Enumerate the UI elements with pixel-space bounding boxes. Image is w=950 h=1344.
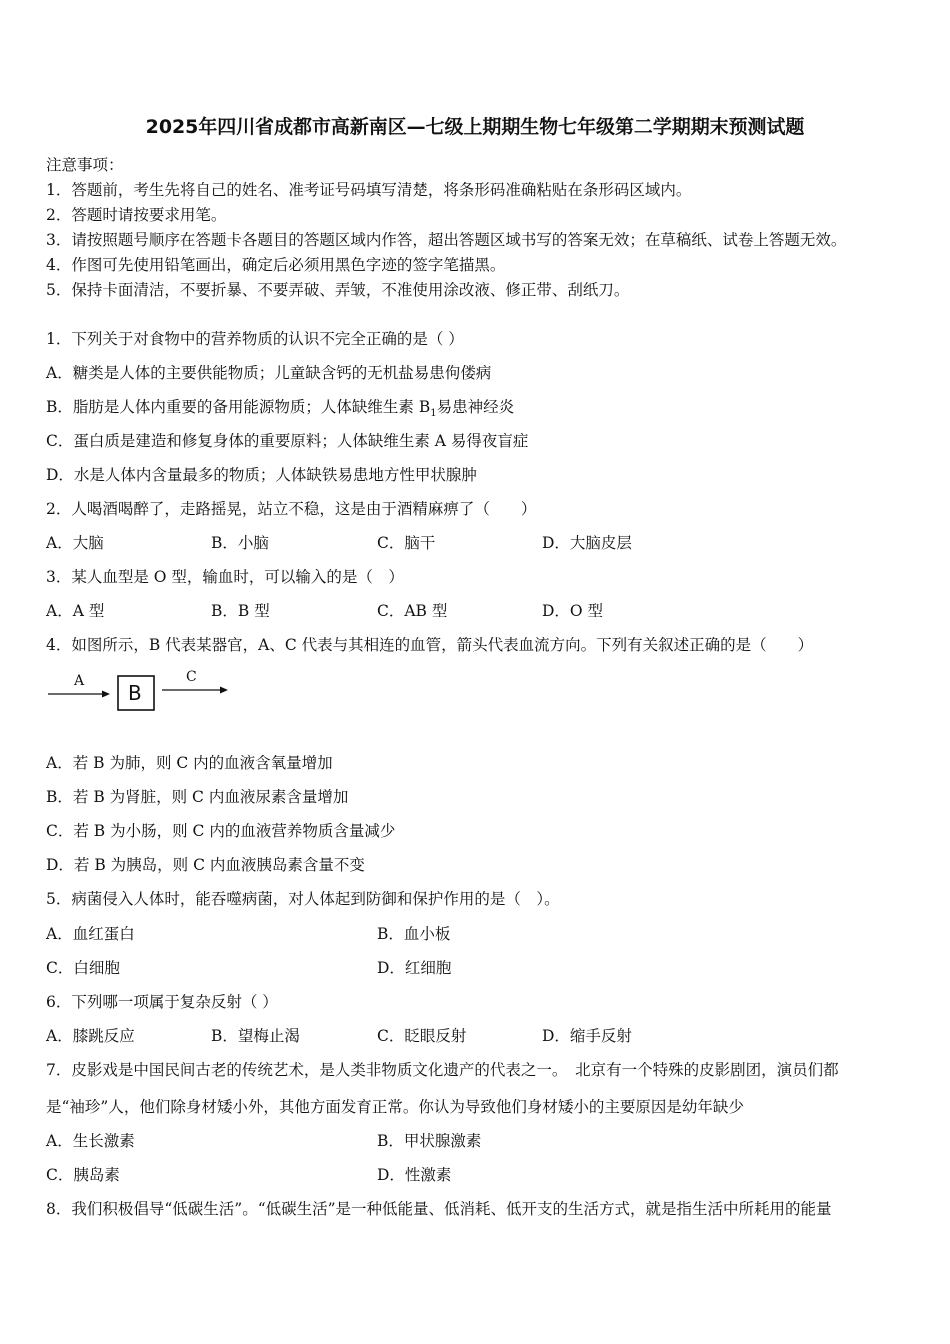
- question-5-option-b: B．血小板: [377, 925, 451, 943]
- subscript: 1: [430, 408, 437, 420]
- question-4-option-b: B．若 B 为肾脏，则 C 内血液尿素含量增加: [46, 788, 349, 806]
- question-8-stem: 8．我们积极倡导“低碳生活”。“低碳生活”是一种低能量、低消耗、低开支的生活方式，就是指生活中所耗用的能量: [46, 1200, 832, 1218]
- notice-heading: 注意事项：: [46, 156, 124, 174]
- question-2-option-a: A．大脑: [46, 534, 104, 552]
- question-4-option-a: A．若 B 为肺，则 C 内的血液含氧量增加: [46, 754, 333, 772]
- question-7-option-c: C．胰岛素: [46, 1166, 120, 1184]
- question-3-stem: 3．某人血型是 O 型，输血时，可以输入的是（ ）: [46, 568, 404, 586]
- question-6-option-b: B．望梅止渴: [211, 1027, 300, 1045]
- question-1-option-b: B．脂肪是人体内重要的备用能源物质；人体缺维生素 $B_1$易患神经炎: [46, 398, 515, 420]
- question-1-stem: 1．下列关于对食物中的营养物质的认识不完全正确的是（ ）: [46, 330, 464, 348]
- question-4-option-d: D．若 B 为胰岛，则 C 内血液胰岛素含量不变: [46, 856, 365, 874]
- question-5-stem: 5．病菌侵入人体时，能吞噬病菌，对人体起到防御和保护作用的是（ ）。: [46, 890, 560, 908]
- notice-item: 5．保持卡面清洁，不要折暴、不要弄破、弄皱，不准使用涂改液、修正带、刮纸刀。: [46, 281, 630, 299]
- question-6-option-c: C．眨眼反射: [377, 1027, 467, 1045]
- blood-flow-diagram: [44, 668, 244, 718]
- question-1-option-d: D．水是人体内含量最多的物质；人体缺铁易患地方性甲状腺肿: [46, 466, 477, 484]
- question-7-option-b: B．甲状腺激素: [377, 1132, 482, 1150]
- question-4-option-c: C．若 B 为小肠，则 C 内的血液营养物质含量减少: [46, 822, 396, 840]
- notice-item: 2．答题时请按要求用笔。: [46, 206, 227, 224]
- question-1-option-a: A．糖类是人体的主要供能物质；儿童缺含钙的无机盐易患佝偻病: [46, 364, 492, 382]
- question-6-stem: 6．下列哪一项属于复杂反射（ ）: [46, 993, 278, 1011]
- question-3-option-a: A．A 型: [46, 602, 105, 620]
- vessel-c-label: C: [186, 669, 197, 685]
- question-7-stem-line-1: 7．皮影戏是中国民间古老的传统艺术，是人类非物质文化遗产的代表之一。 北京有一个特殊的皮影剧团，演员们都: [46, 1061, 839, 1079]
- question-6-option-d: D．缩手反射: [542, 1027, 632, 1045]
- page-title: 2025年四川省成都市高新南区—七级上期期生物七年级第二学期期末预测试题: [145, 116, 805, 138]
- notice-item: 1．答题前，考生先将自己的姓名、准考证号码填写清楚，将条形码准确粘贴在条形码区域内。: [46, 181, 692, 199]
- question-2-option-d: D．大脑皮层: [542, 534, 632, 552]
- question-4-stem: 4．如图所示，B 代表某器官，A、C 代表与其相连的血管，箭头代表血流方向。下列有关叙述正确的是（ ）: [46, 636, 814, 654]
- vessel-a-label: A: [74, 673, 85, 689]
- organ-b-label: B: [128, 681, 142, 705]
- question-1-option-c: C．蛋白质是建造和修复身体的重要原料；人体缺维生素 A 易得夜盲症: [46, 432, 529, 450]
- question-5-option-d: D．红细胞: [377, 959, 452, 977]
- question-2-option-b: B．小脑: [211, 534, 269, 552]
- notice-item: 3．请按照题号顺序在答题卡各题目的答题区域内作答，超出答题区域书写的答案无效；在草稿纸、试卷上答题无效。: [46, 231, 847, 249]
- question-5-option-c: C．白细胞: [46, 959, 120, 977]
- question-3-option-d: D．O 型: [542, 602, 604, 620]
- question-7-option-a: A．生长激素: [46, 1132, 135, 1150]
- question-7-stem-line-2: 是“袖珍”人，他们除身材矮小外，其他方面发育正常。你认为导致他们身材矮小的主要原因是幼年缺少: [46, 1098, 744, 1116]
- question-2-option-c: C．脑干: [377, 534, 436, 552]
- question-6-option-a: A．膝跳反应: [46, 1027, 135, 1045]
- question-3-option-b: B．B 型: [211, 602, 270, 620]
- question-5-option-a: A．血红蛋白: [46, 925, 135, 943]
- notice-item: 4．作图可先使用铅笔画出，确定后必须用黑色字迹的签字笔描黑。: [46, 256, 506, 274]
- question-3-option-c: C．AB 型: [377, 602, 448, 620]
- question-2-stem: 2．人喝酒喝醉了，走路摇晃，站立不稳，这是由于酒精麻痹了（ ）: [46, 500, 537, 518]
- question-7-option-d: D．性激素: [377, 1166, 452, 1184]
